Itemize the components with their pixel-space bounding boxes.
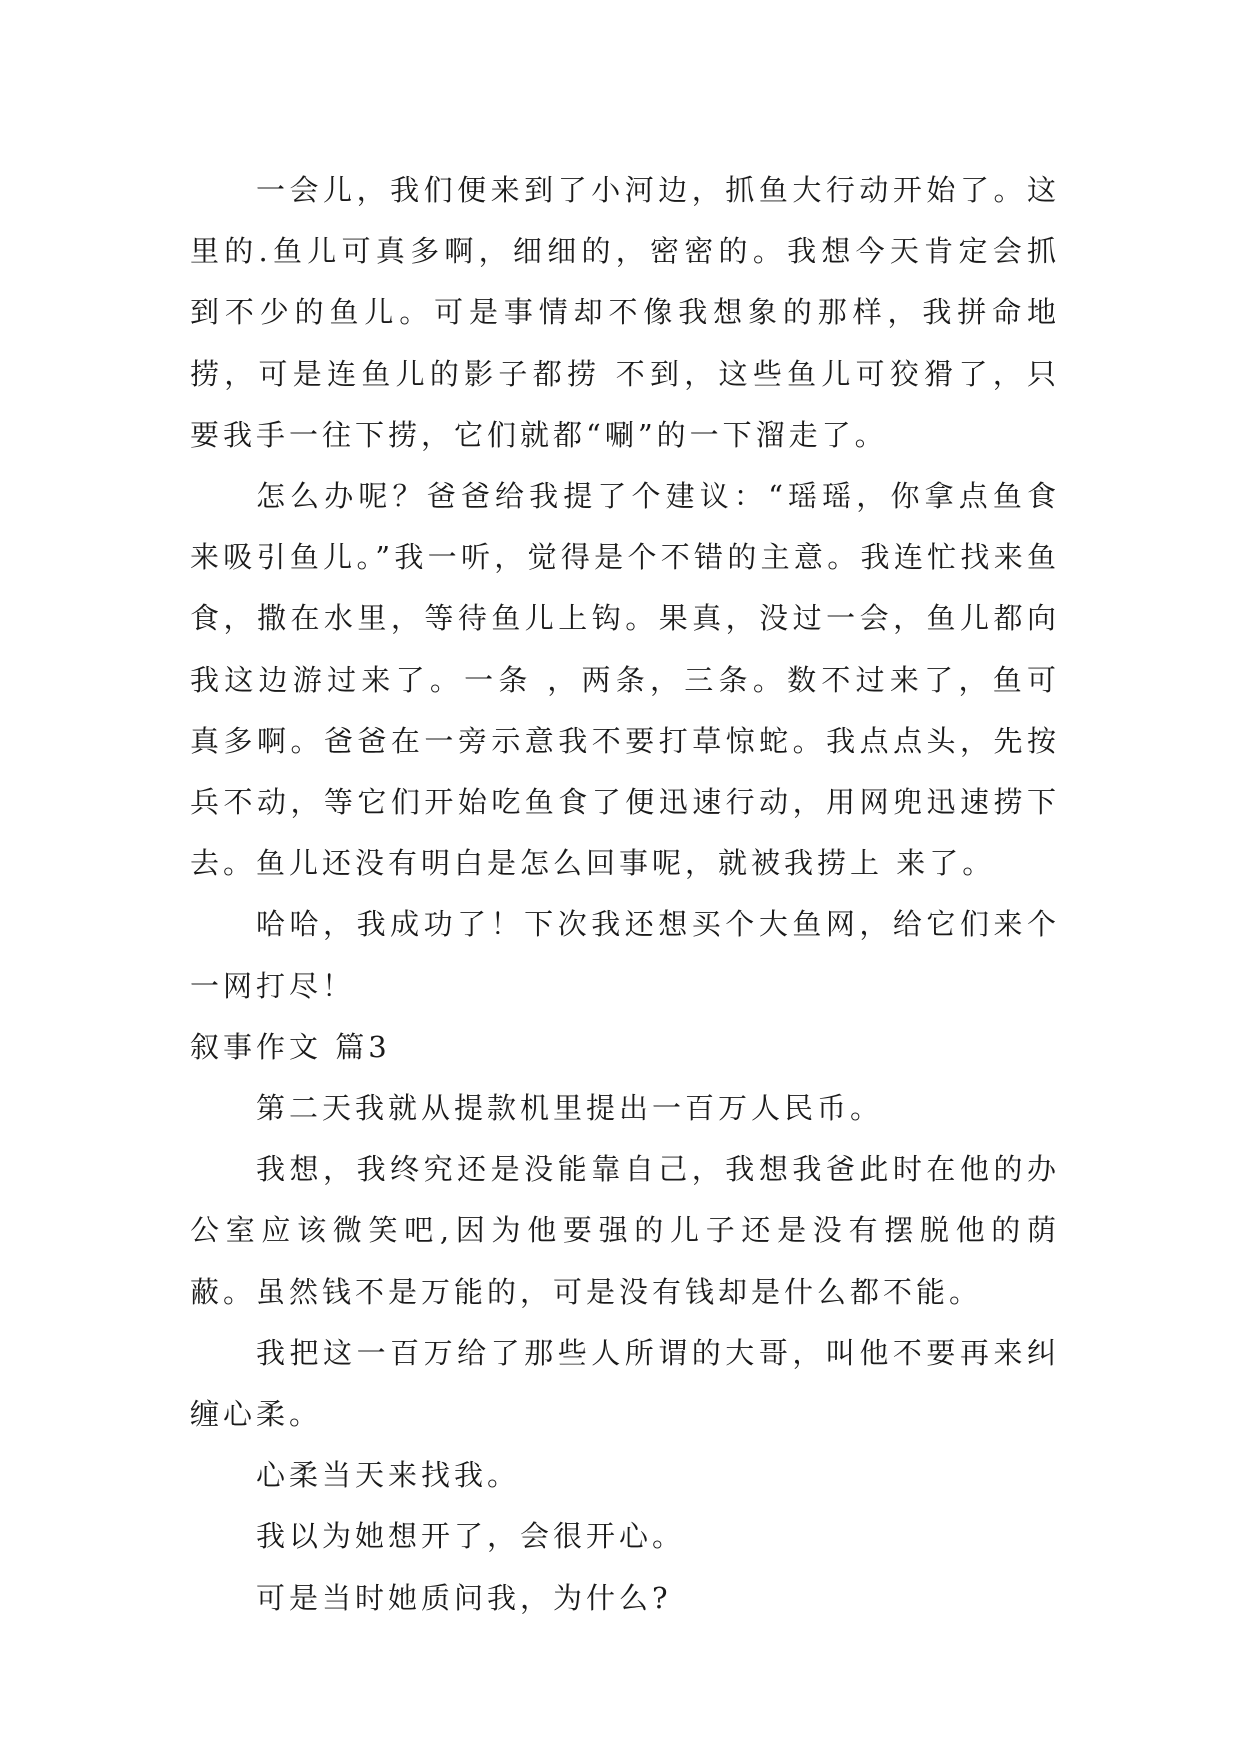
paragraph-reflection: 我想，我终究还是没能靠自己，我想我爸此时在他的办公室应该微笑吧,因为他要强的儿子还是没有摆脱他的荫蔽。虽然钱不是万能的，可是没有钱却是什么都不能。 — [190, 1152, 1060, 1309]
paragraph-fish-food: 怎么办呢？爸爸给我提了个建议：“瑶瑶，你拿点鱼食来吸引鱼儿。”我一听，觉得是个不错的主意。我连忙找来鱼食，撒在水里，等待鱼儿上钩。果真，没过一会，鱼儿都向我这边游过来了。一条 ，两条，三条。数不过来了，鱼可真多啊。爸爸在一旁示意我不要打草惊蛇。我点点头，先按兵不动，等它们开始吃鱼食了便迅速行动，用网兜迅速捞下去。鱼儿还没有明白是怎么回事呢，就被我捞上 来了。 — [190, 479, 1060, 881]
paragraph-gave-money: 我把这一百万给了那些人所谓的大哥，叫他不要再来纠缠心柔。 — [190, 1335, 1060, 1432]
paragraph-success: 哈哈，我成功了！下次我还想买个大鱼网，给它们来个一网打尽！ — [190, 907, 1060, 1003]
paragraph-fishing-river: 一会儿，我们便来到了小河边，抓鱼大行动开始了。这里的.鱼儿可真多啊，细细的，密密的。我想今天肯定会抓到不少的鱼儿。可是事情却不像我想象的那样，我拼命地捞，可是连鱼儿的影子都捞 不到，这些鱼儿可狡猾了，只要我手一往下捞，它们就都“唰”的一下溜走了。 — [190, 173, 1060, 452]
section-heading: 叙事作文 篇3 — [190, 1029, 391, 1064]
paragraph-withdraw: 第二天我就从提款机里提出一百万人民币。 — [256, 1091, 884, 1126]
paragraph-question: 可是当时她质问我，为什么? — [256, 1580, 672, 1615]
paragraph-visit: 心柔当天来找我。 — [256, 1458, 521, 1493]
paragraph-expectation: 我以为她想开了，会很开心。 — [256, 1519, 686, 1554]
document-body — [190, 160, 1060, 1629]
